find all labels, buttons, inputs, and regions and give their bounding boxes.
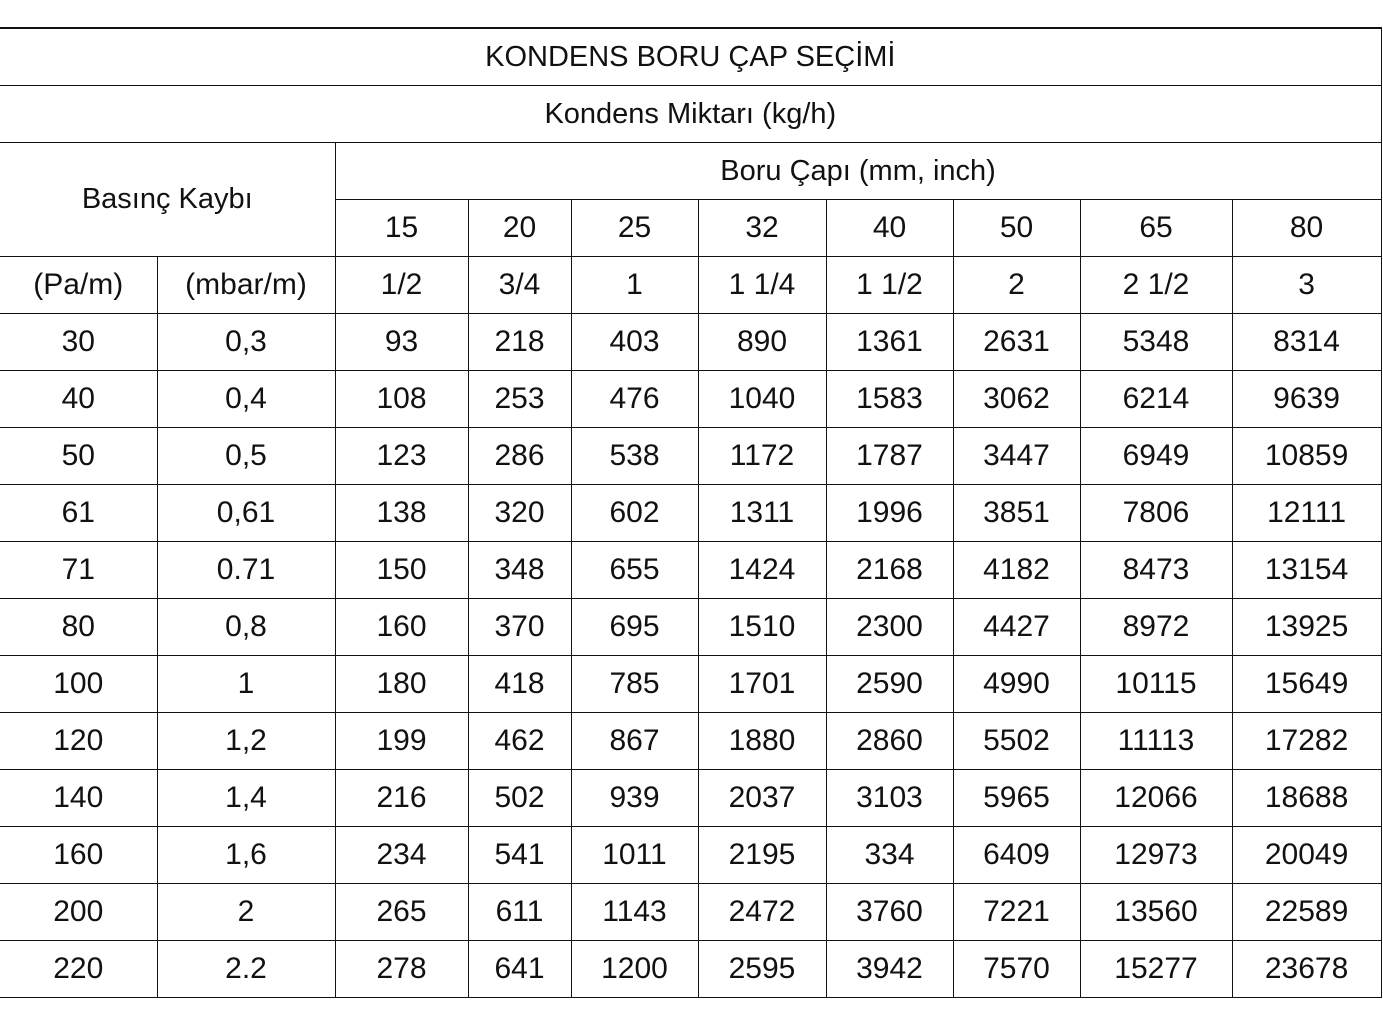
- condensate-value-cell: 7570: [953, 941, 1080, 998]
- condensate-value-cell: 1143: [571, 884, 698, 941]
- condensate-value-cell: 22589: [1232, 884, 1381, 941]
- condensate-value-cell: 3447: [953, 428, 1080, 485]
- diameter-mm-header: 25: [571, 200, 698, 257]
- condensate-value-cell: 502: [468, 770, 571, 827]
- condensate-value-cell: 2472: [698, 884, 826, 941]
- condensate-value-cell: 3760: [826, 884, 953, 941]
- diameter-mm-header: 20: [468, 200, 571, 257]
- condensate-value-cell: 123: [335, 428, 468, 485]
- condensate-value-cell: 138: [335, 485, 468, 542]
- table-subtitle: Kondens Miktarı (kg/h): [0, 86, 1381, 143]
- condensate-value-cell: 2590: [826, 656, 953, 713]
- diameter-mm-header: 80: [1232, 200, 1381, 257]
- condensate-value-cell: 1311: [698, 485, 826, 542]
- condensate-value-cell: 655: [571, 542, 698, 599]
- condensate-value-cell: 2168: [826, 542, 953, 599]
- diameter-inch-header: 1/2: [335, 257, 468, 314]
- condensate-value-cell: 2037: [698, 770, 826, 827]
- pipe-selection-table: [0, 27, 1382, 998]
- diameter-mm-header: 40: [826, 200, 953, 257]
- condensate-value-cell: 23678: [1232, 941, 1381, 998]
- diameter-mm-header: 50: [953, 200, 1080, 257]
- pressure-loss-header: Basınç Kaybı: [0, 143, 335, 257]
- diameter-mm-header: 15: [335, 200, 468, 257]
- pressure-pa-cell: 30: [0, 314, 157, 371]
- condensate-value-cell: 13154: [1232, 542, 1381, 599]
- condensate-value-cell: 2631: [953, 314, 1080, 371]
- pressure-pa-cell: 120: [0, 713, 157, 770]
- condensate-value-cell: 10859: [1232, 428, 1381, 485]
- pressure-mbar-cell: 0,8: [157, 599, 335, 656]
- pipe-selection-table-wrapper: [0, 27, 1381, 998]
- condensate-value-cell: 3942: [826, 941, 953, 998]
- condensate-value-cell: 695: [571, 599, 698, 656]
- table-row: [0, 656, 1381, 713]
- condensate-value-cell: 218: [468, 314, 571, 371]
- pressure-pa-cell: 50: [0, 428, 157, 485]
- table-row: [0, 371, 1381, 428]
- condensate-value-cell: 11113: [1080, 713, 1232, 770]
- diameter-inch-header: 3: [1232, 257, 1381, 314]
- pressure-mbar-cell: 1,4: [157, 770, 335, 827]
- condensate-value-cell: 890: [698, 314, 826, 371]
- pressure-pa-cell: 140: [0, 770, 157, 827]
- condensate-value-cell: 286: [468, 428, 571, 485]
- condensate-value-cell: 3062: [953, 371, 1080, 428]
- table-row: [0, 599, 1381, 656]
- table-title: KONDENS BORU ÇAP SEÇİMİ: [0, 28, 1381, 86]
- pressure-pa-cell: 61: [0, 485, 157, 542]
- pressure-pa-cell: 40: [0, 371, 157, 428]
- pressure-pa-cell: 100: [0, 656, 157, 713]
- condensate-value-cell: 1361: [826, 314, 953, 371]
- condensate-value-cell: 2300: [826, 599, 953, 656]
- pressure-pa-cell: 71: [0, 542, 157, 599]
- condensate-value-cell: 1424: [698, 542, 826, 599]
- diameter-inch-header: 1 1/2: [826, 257, 953, 314]
- condensate-value-cell: 265: [335, 884, 468, 941]
- condensate-value-cell: 15277: [1080, 941, 1232, 998]
- pressure-pa-cell: 160: [0, 827, 157, 884]
- table-row: [0, 884, 1381, 941]
- pressure-mbar-cell: 0,4: [157, 371, 335, 428]
- table-row: [0, 827, 1381, 884]
- condensate-value-cell: 12066: [1080, 770, 1232, 827]
- condensate-value-cell: 538: [571, 428, 698, 485]
- condensate-value-cell: 4990: [953, 656, 1080, 713]
- condensate-value-cell: 785: [571, 656, 698, 713]
- diameter-inch-header: 2 1/2: [1080, 257, 1232, 314]
- condensate-value-cell: 418: [468, 656, 571, 713]
- condensate-value-cell: 1200: [571, 941, 698, 998]
- condensate-value-cell: 1787: [826, 428, 953, 485]
- condensate-value-cell: 3103: [826, 770, 953, 827]
- pressure-mbar-cell: 0,5: [157, 428, 335, 485]
- unit-pa-header: (Pa/m): [0, 257, 157, 314]
- condensate-value-cell: 4182: [953, 542, 1080, 599]
- table-row: [0, 713, 1381, 770]
- diameter-inch-header: 1 1/4: [698, 257, 826, 314]
- condensate-value-cell: 150: [335, 542, 468, 599]
- condensate-value-cell: 93: [335, 314, 468, 371]
- condensate-value-cell: 1583: [826, 371, 953, 428]
- condensate-value-cell: 1701: [698, 656, 826, 713]
- condensate-value-cell: 1040: [698, 371, 826, 428]
- condensate-value-cell: 18688: [1232, 770, 1381, 827]
- condensate-value-cell: 20049: [1232, 827, 1381, 884]
- condensate-value-cell: 3851: [953, 485, 1080, 542]
- diameter-mm-header: 32: [698, 200, 826, 257]
- table-row: [0, 542, 1381, 599]
- condensate-value-cell: 7221: [953, 884, 1080, 941]
- condensate-value-cell: 7806: [1080, 485, 1232, 542]
- condensate-value-cell: 216: [335, 770, 468, 827]
- diameter-mm-header: 65: [1080, 200, 1232, 257]
- condensate-value-cell: 6214: [1080, 371, 1232, 428]
- condensate-value-cell: 5348: [1080, 314, 1232, 371]
- table-row: [0, 485, 1381, 542]
- condensate-value-cell: 278: [335, 941, 468, 998]
- condensate-value-cell: 1011: [571, 827, 698, 884]
- condensate-value-cell: 939: [571, 770, 698, 827]
- condensate-value-cell: 462: [468, 713, 571, 770]
- pressure-mbar-cell: 2: [157, 884, 335, 941]
- pressure-pa-cell: 200: [0, 884, 157, 941]
- condensate-value-cell: 320: [468, 485, 571, 542]
- condensate-value-cell: 867: [571, 713, 698, 770]
- condensate-value-cell: 199: [335, 713, 468, 770]
- condensate-value-cell: 180: [335, 656, 468, 713]
- condensate-value-cell: 9639: [1232, 371, 1381, 428]
- pressure-mbar-cell: 1,2: [157, 713, 335, 770]
- pressure-pa-cell: 80: [0, 599, 157, 656]
- condensate-value-cell: 15649: [1232, 656, 1381, 713]
- condensate-value-cell: 6949: [1080, 428, 1232, 485]
- condensate-value-cell: 1510: [698, 599, 826, 656]
- condensate-value-cell: 13925: [1232, 599, 1381, 656]
- condensate-value-cell: 541: [468, 827, 571, 884]
- table-row: [0, 428, 1381, 485]
- pressure-pa-cell: 220: [0, 941, 157, 998]
- diameter-inch-header: 3/4: [468, 257, 571, 314]
- condensate-value-cell: 403: [571, 314, 698, 371]
- condensate-value-cell: 641: [468, 941, 571, 998]
- pressure-mbar-cell: 1: [157, 656, 335, 713]
- condensate-value-cell: 160: [335, 599, 468, 656]
- table-row: [0, 941, 1381, 998]
- condensate-value-cell: 370: [468, 599, 571, 656]
- condensate-value-cell: 348: [468, 542, 571, 599]
- condensate-value-cell: 334: [826, 827, 953, 884]
- condensate-value-cell: 2860: [826, 713, 953, 770]
- table-row: [0, 770, 1381, 827]
- condensate-value-cell: 8314: [1232, 314, 1381, 371]
- condensate-value-cell: 12973: [1080, 827, 1232, 884]
- pressure-mbar-cell: 0.71: [157, 542, 335, 599]
- pressure-mbar-cell: 1,6: [157, 827, 335, 884]
- table-row: [0, 314, 1381, 371]
- condensate-value-cell: 5965: [953, 770, 1080, 827]
- condensate-value-cell: 253: [468, 371, 571, 428]
- condensate-value-cell: 476: [571, 371, 698, 428]
- condensate-value-cell: 2595: [698, 941, 826, 998]
- condensate-value-cell: 108: [335, 371, 468, 428]
- condensate-value-cell: 602: [571, 485, 698, 542]
- diameter-inch-header: 2: [953, 257, 1080, 314]
- condensate-value-cell: 4427: [953, 599, 1080, 656]
- condensate-value-cell: 13560: [1080, 884, 1232, 941]
- pressure-mbar-cell: 2.2: [157, 941, 335, 998]
- pressure-mbar-cell: 0,3: [157, 314, 335, 371]
- condensate-value-cell: 17282: [1232, 713, 1381, 770]
- condensate-value-cell: 12111: [1232, 485, 1381, 542]
- condensate-value-cell: 1996: [826, 485, 953, 542]
- condensate-value-cell: 8972: [1080, 599, 1232, 656]
- condensate-value-cell: 8473: [1080, 542, 1232, 599]
- diameter-inch-header: 1: [571, 257, 698, 314]
- condensate-value-cell: 1172: [698, 428, 826, 485]
- condensate-value-cell: 5502: [953, 713, 1080, 770]
- pressure-mbar-cell: 0,61: [157, 485, 335, 542]
- condensate-value-cell: 611: [468, 884, 571, 941]
- condensate-value-cell: 6409: [953, 827, 1080, 884]
- condensate-value-cell: 10115: [1080, 656, 1232, 713]
- pipe-diameter-header: Boru Çapı (mm, inch): [335, 143, 1381, 200]
- unit-mbar-header: (mbar/m): [157, 257, 335, 314]
- condensate-value-cell: 234: [335, 827, 468, 884]
- condensate-value-cell: 1880: [698, 713, 826, 770]
- condensate-value-cell: 2195: [698, 827, 826, 884]
